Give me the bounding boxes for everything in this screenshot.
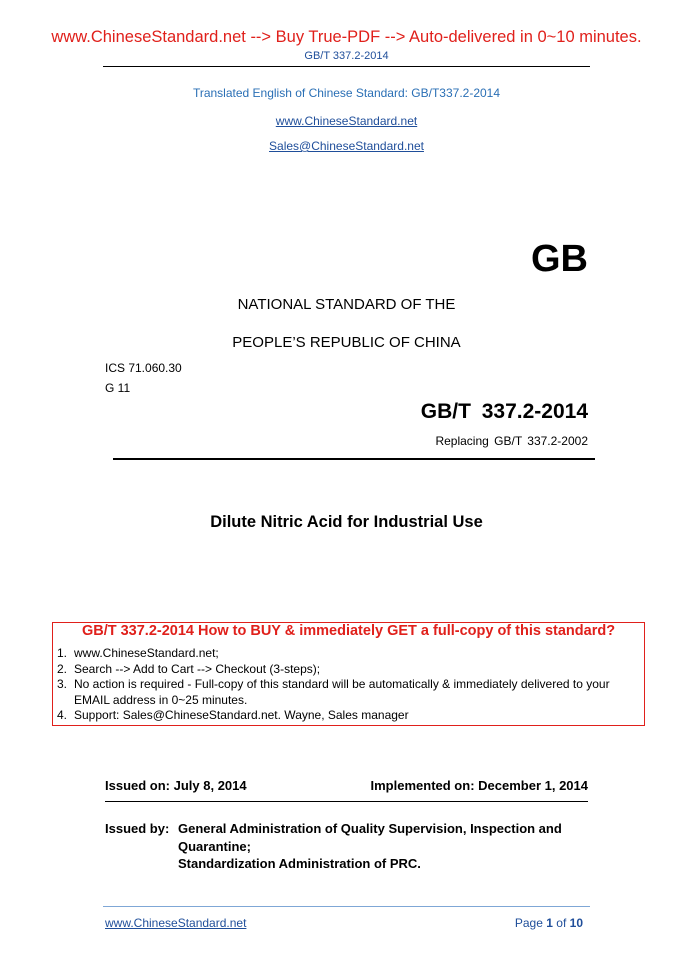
buy-step [57,677,634,708]
page-indicator [515,916,583,930]
issued-by-label: Issued by: [105,821,170,836]
issued-by-value [178,820,598,873]
classification-code: G 11 [105,381,131,395]
buy-step [57,708,634,724]
gb-mark: GB [531,238,588,280]
buy-box-title: GB/T 337.2-2014 How to BUY & immediately GET a full-copy of this standard? [81,623,616,639]
document-title: Dilute Nitric Acid for Industrial Use [210,513,483,531]
issue-divider [105,801,588,802]
page-label: Page [514,916,543,930]
promo-banner[interactable]: www.ChineseStandard.net --> Buy True-PDF --> Auto-delivered in 0~10 minutes. [51,28,642,46]
issuer-line-3: Standardization Administration of PRC. [178,856,421,871]
buy-steps-list [57,646,634,724]
implemented-on-date: Implemented on: December 1, 2014 [370,778,588,793]
step-text[interactable]: www.ChineseStandard.net; [74,646,219,660]
national-standard-line2: PEOPLE’S REPUBLIC OF CHINA [232,334,461,351]
step-number: 4. [57,708,68,722]
title-divider [113,458,595,460]
issued-by-block [105,820,598,873]
buy-instructions-box [52,622,645,726]
header-standard-code: GB/T 337.2-2014 [304,50,389,62]
issued-on-date: Issued on: July 8, 2014 [105,778,247,793]
national-standard-line1: NATIONAL STANDARD OF THE [237,296,456,313]
buy-step [57,646,634,662]
step-text: Support: Sales@ChineseStandard.net. Wayne, Sales manager [74,708,409,722]
email-link-row [0,137,693,155]
email-link[interactable]: Sales@ChineseStandard.net [269,139,424,153]
step-number: 2. [57,661,68,676]
issuer-line-1: General Administration of Quality Supervision, Inspection and [178,821,562,836]
step-text: No action is required - Full-copy of this standard will be automatically & immediately delivered to your EMAIL address in 0~25 minutes. [74,677,610,707]
header-divider [103,66,590,67]
page-current: 1 [546,916,553,930]
page-total: 10 [569,916,583,930]
website-link[interactable]: www.ChineseStandard.net [275,114,418,128]
step-text: Search --> Add to Cart --> Checkout (3-steps); [74,661,321,676]
footer-divider [103,906,590,907]
step-number: 1. [57,646,68,660]
website-link-row [0,112,693,130]
buy-step [57,662,634,678]
footer-website-link[interactable]: www.ChineseStandard.net [105,916,247,930]
replacing-note: Replacing GB/T 337.2-2002 [435,434,588,448]
standard-number: GB/T 337.2-2014 [420,400,588,423]
ics-code: ICS 71.060.30 [105,361,182,375]
step-number: 3. [57,677,68,691]
issuer-line-2: Quarantine; [178,838,251,854]
translation-line: Translated English of Chinese Standard: GB/T337.2-2014 [192,86,501,100]
page-of: of [556,916,567,930]
